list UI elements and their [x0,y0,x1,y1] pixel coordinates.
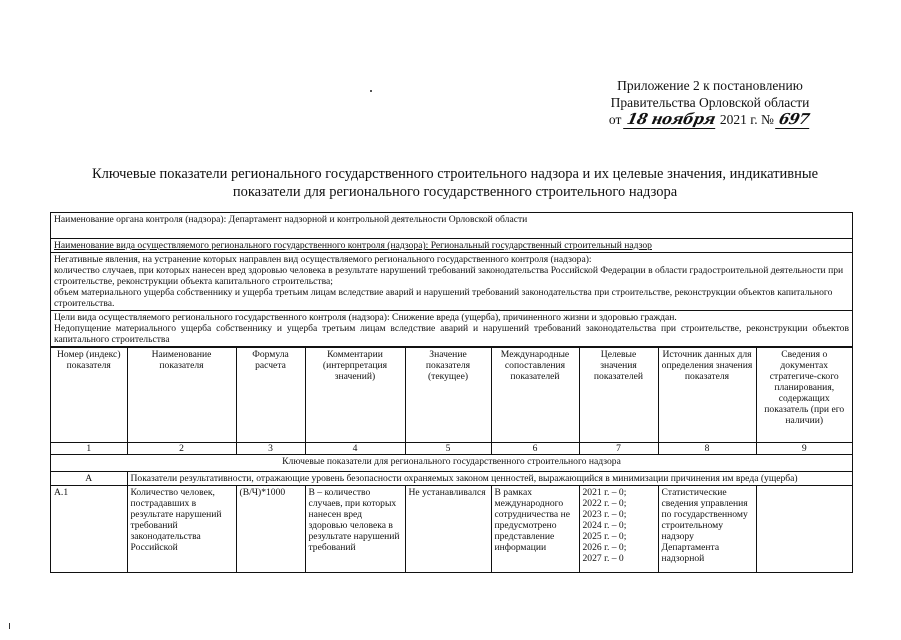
target-value: 2022 г. – 0; [582,498,627,509]
row-source: Статистические сведения управления по государственному строительному надзору Департамента надзорной [658,486,756,573]
appendix-line-2: Правительства Орловской области [610,95,810,110]
control-type-row [51,239,852,253]
col-number: 7 [579,443,658,455]
column-number-row [51,443,852,455]
row-targets [579,486,658,573]
target-value: 2024 г. – 0; [582,520,627,531]
document-title [60,165,850,201]
col-header-current: Значение показателя (текущее) [405,348,491,443]
target-value: 2025 г. – 0; [582,531,627,542]
handwritten-number: 697 [775,111,813,129]
appendix-from: от [608,112,622,127]
target-value: 2023 г. – 0; [582,509,627,520]
negative-item-2: объем материального ущерба собственнику и ущерба третьим лицам вследствие аварий и нарушений требований законодательства при строительстве, реконструкции объектов капитального строительства. [54,287,833,309]
group-id: А [51,472,127,486]
target-value: 2026 г. – 0; [582,542,627,553]
control-type-text: Наименование вида осуществляемого регионального государственного контроля (надзора): Региональный государственный строительный надзор [54,240,652,251]
negative-phenomena-row [51,253,852,311]
section-title-row [51,455,852,472]
row-index: А.1 [51,486,127,573]
row-current: Не устанавливался [405,486,491,573]
row-name: Количество человек, пострадавших в результате нарушений требований законодательства Российской [127,486,236,573]
scan-edge-mark [9,623,10,629]
group-text: Показатели результативности, отражающие уровень безопасности охраняемых законом ценностей, выражающийся в минимизации причинения им вреда (ущерба) [127,472,852,486]
col-number: 1 [51,443,127,455]
organ-row: Наименование органа контроля (надзора): Департамент надзорной и контрольной деятельности Орловской области [51,213,852,239]
row-international: В рамках международного сотрудничества не предусмотрено представление информации [491,486,579,573]
indicators-table [50,212,853,573]
target-value: 2027 г. – 0 [582,553,624,564]
row-formula: (В/Ч)*1000 [236,486,305,573]
col-header-formula: Формула расчета [236,348,305,443]
appendix-line-3 [590,111,830,129]
appendix-block [590,77,830,129]
negative-item-1: количество случаев, при которых нанесен вред здоровью человека в результате нарушений требований законодательства Российской Федерации в области градостроительной деятельности при строительстве, реконструкции объекта капитального строительства; [54,265,844,287]
col-header-comments: Комментарии (интерпретация значений) [305,348,405,443]
appendix-line-1: Приложение 2 к постановлению [617,78,803,93]
goals-row [51,311,852,347]
row-comment: В – количество случаев, при которых нанесен вред здоровью человека в результате нарушений требований [305,486,405,573]
col-header-international: Международные сопоставления показателей [491,348,579,443]
col-header-documents: Сведения о документах стратегиче-ского планирования, содержащих показатель (при его наличии) [756,348,852,443]
col-header-targets: Целевые значения показателей [579,348,658,443]
scan-speck [370,90,372,92]
appendix-year: 2021 г. № [719,112,774,127]
col-number: 8 [658,443,756,455]
section-title: Ключевые показатели для регионального государственного строительного надзора [51,455,852,472]
col-number: 2 [127,443,236,455]
col-number: 9 [756,443,852,455]
col-header-source: Источник данных для определения значения показателя [658,348,756,443]
group-row [51,472,852,486]
negative-intro: Негативные явления, на устранение которых направлен вид осуществляемого регионального государственного контроля (надзора): [54,254,592,265]
table-row [51,486,852,573]
col-number: 4 [305,443,405,455]
goals-line-1: Цели вида осуществляемого регионального государственного контроля (надзора): Снижение вреда (ущерба), причиненного жизни и здоровью граждан. [54,312,677,323]
row-documents [756,486,852,573]
col-number: 6 [491,443,579,455]
col-header-name: Наименование показателя [127,348,236,443]
col-number: 3 [236,443,305,455]
target-value: 2021 г. – 0; [582,487,627,498]
col-header-index: Номер (индекс) показателя [51,348,127,443]
goals-line-2: Недопущение материального ущерба собственнику и ущерба третьим лицам вследствие аварий и нарушений требований законодательства при строительстве, реконструкции объектов капитального строительства [54,323,849,345]
indicators-grid [51,347,852,573]
document-title-line-1: Ключевые показатели регионального государственного строительного надзора и их целевые значения, индикативные [91,166,819,182]
document-title-line-2: показатели для регионального государственного строительного надзора [232,184,678,200]
col-number: 5 [405,443,491,455]
column-header-row [51,348,852,443]
handwritten-date: 18 ноября [623,111,719,129]
